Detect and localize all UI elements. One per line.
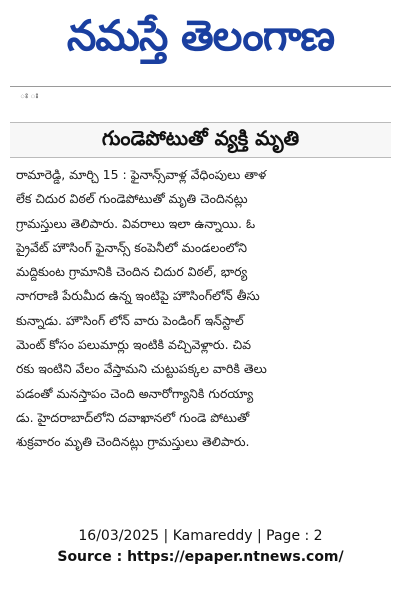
article-body <box>16 163 385 455</box>
clipped-text-fragment: ః ః <box>20 91 39 101</box>
article-line: రామారెడ్డి, మార్చి 15 : ఫైనాన్స్‌వాళ్ల వేధింపులు తాళ <box>16 167 267 182</box>
article-line: రకు ఇంటిని వేలం వేస్తామని చుట్టుపక్కల వారికి తెలు <box>16 361 267 377</box>
masthead-divider <box>10 86 391 87</box>
article-line: నాగరాణి పేరుమీద ఉన్న ఇంటిపై హౌసింగ్‌లోన్ తీసు <box>16 288 260 304</box>
article-line: లేక చిదుర విఠల్ గుండెపోటుతో మృతి చెందినట్లు <box>16 191 248 207</box>
clipping-source: Source : https://epaper.ntnews.com/ <box>57 549 344 565</box>
article-line: మెంట్ కోసం పలుమార్లు ఇంటికి వచ్చివెళ్లారు. చివ <box>16 337 252 353</box>
clipping-date-edition: 16/03/2025 | Kamareddy | Page : 2 <box>78 528 323 544</box>
masthead <box>0 0 401 82</box>
article-headline: గుండెపోటుతో వ్యక్తి మృతి <box>101 125 300 150</box>
article-line: మద్దికుంట గ్రామానికి చెందిన చిదుర విఠల్, భార్య <box>16 264 248 280</box>
article-line: పడంతో మనస్తాపం చెంది అనారోగ్యానికి గురయ్యా <box>16 385 254 401</box>
article-line: కున్నాడు. హౌసింగ్ లోన్ వారు పెండింగ్ ఇన్‌స్టాల్ <box>16 312 244 328</box>
headline-box <box>10 122 391 158</box>
article-line: శుక్రవారం మృతి చెందినట్లు గ్రామస్తులు తెలిపారు. <box>16 434 250 450</box>
article-line: ప్రైవేట్ హౌసింగ్ ఫైనాన్స్ కంపెనీలో మండలంలోని <box>16 239 247 255</box>
article-line: డు. హైదరాబాద్‌లోని దవాఖానలో గుండె పోటుతో <box>16 409 250 425</box>
newspaper-title: నమస్తే తెలంగాణ <box>66 11 335 60</box>
article-line: గ్రామస్తులు తెలిపారు. వివరాలు ఇలా ఉన్నాయి. ఓ <box>16 215 256 231</box>
